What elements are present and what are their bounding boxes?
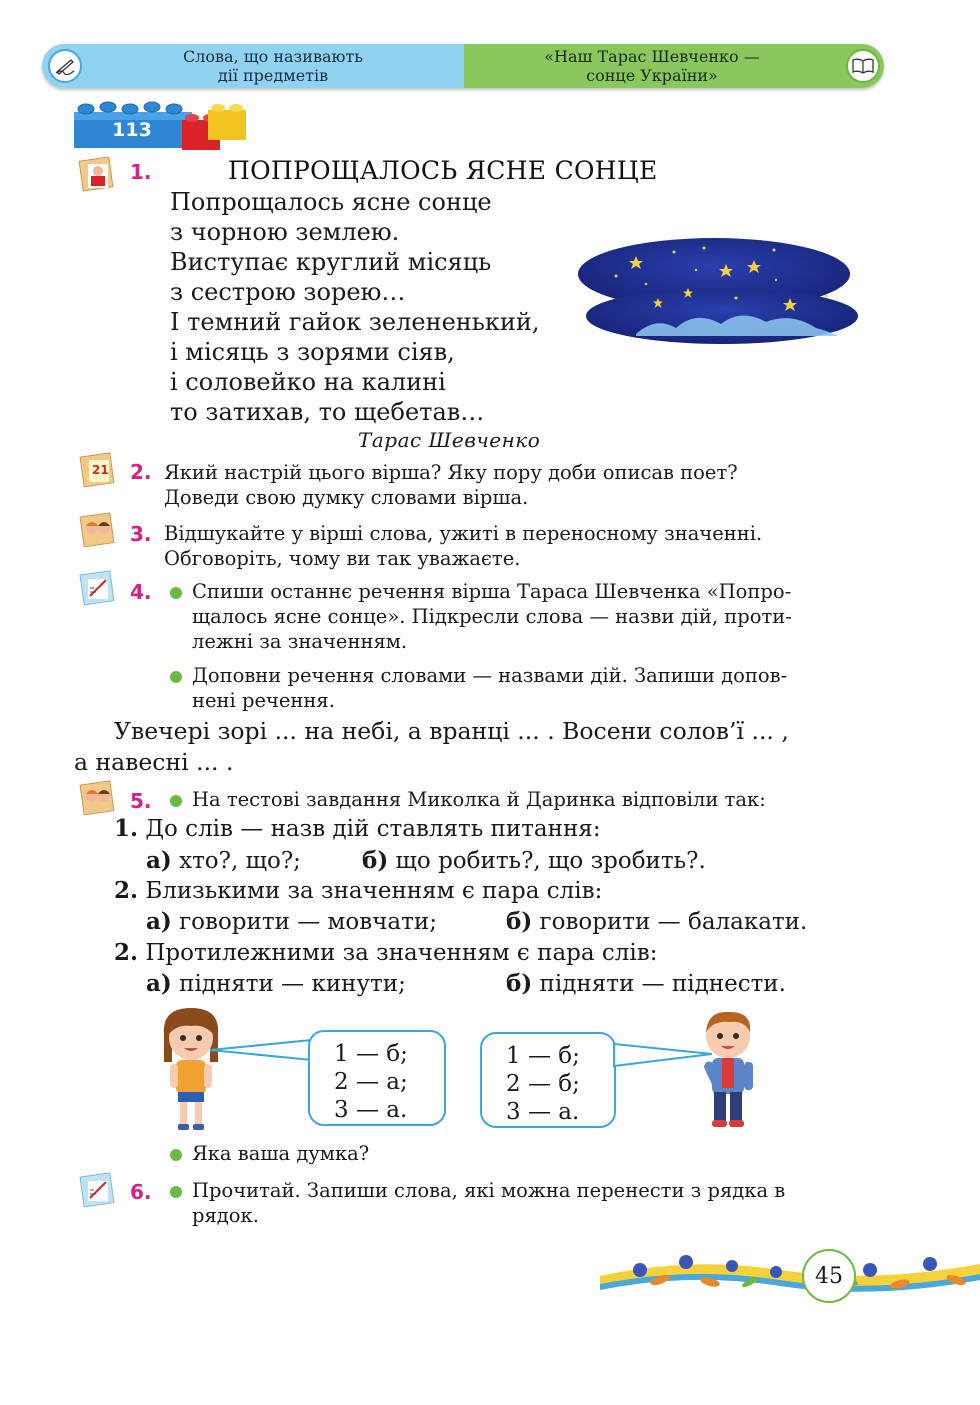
writing-icon	[78, 570, 118, 612]
option-label: б)	[362, 847, 389, 874]
task6-number: 6.	[130, 1180, 152, 1204]
bullet-icon	[170, 1149, 182, 1161]
task2-number: 2.	[130, 460, 152, 484]
task6-line: Прочитай. Запиши слова, які можна перенести з рядка в	[192, 1179, 786, 1202]
option-label: а)	[146, 908, 172, 935]
boy-illustration	[694, 1006, 764, 1134]
bullet-icon	[170, 795, 182, 807]
bullet-icon	[170, 587, 182, 599]
poem-title: ПОПРОЩАЛОСЬ ЯСНЕ СОНЦЕ	[228, 156, 658, 185]
question-number: 1.	[114, 815, 139, 842]
reading-icon	[78, 156, 118, 198]
poem-line: з чорною землею.	[170, 218, 400, 246]
night-sky-illustration	[576, 236, 860, 352]
test-question-2	[114, 875, 602, 907]
task6-line: рядок.	[192, 1204, 259, 1227]
svg-text:21: 21	[92, 463, 109, 477]
option-text: підняти — кинути;	[179, 971, 406, 997]
poem-line: Виступає круглий місяць	[170, 248, 492, 276]
lesson-number: 113	[112, 119, 152, 141]
floral-ornament	[600, 1240, 980, 1314]
task4-exercise	[114, 716, 789, 747]
task6-text	[192, 1178, 785, 1228]
girl-answer-bubble	[308, 1030, 446, 1126]
option-text: що робить?, що зробить?.	[395, 848, 706, 874]
header-topic-line1: Слова, що називають	[183, 47, 363, 66]
test-q1-option-a	[146, 845, 301, 877]
header-theme	[464, 44, 884, 88]
task1-number: 1.	[130, 160, 152, 184]
answer-line: 3 — а.	[506, 1099, 580, 1125]
book-icon	[846, 49, 880, 83]
task5-intro: На тестові завдання Миколка й Даринка відповіли так:	[192, 788, 766, 811]
task4-line: Доповни речення словами — назвами дій. Запиши допов-	[192, 664, 788, 687]
task4-line: Спиши останнє речення вірша Тараса Шевченка «Попро-	[192, 580, 792, 603]
speech-pointer	[200, 1030, 320, 1080]
header-topic-line2: дії предметів	[217, 66, 329, 85]
option-label: а)	[146, 847, 172, 874]
poem-line: з сестрою зорею…	[170, 278, 406, 306]
task4-line: нені речення.	[192, 689, 335, 712]
poem-line: і місяць з зорями сіяв,	[170, 338, 455, 366]
option-label: б)	[506, 970, 533, 997]
task3-line: Відшукайте у вірші слова, ужиті в переносному значенні.	[164, 522, 763, 545]
option-text: говорити — мовчати;	[179, 909, 437, 935]
task2-line: Який настрій цього вірша? Яку пору доби описав поет?	[164, 461, 738, 484]
task2-line: Доведи свою думку словами вірша.	[164, 486, 529, 509]
question-text: Близькими за значенням є пара слів:	[145, 878, 603, 904]
test-q3-option-a	[146, 968, 406, 1000]
poem-line: І темний гайок зелененький,	[170, 308, 540, 336]
writing-icon	[78, 1172, 118, 1214]
header-topic	[42, 44, 464, 88]
test-q2-option-a	[146, 906, 437, 938]
option-label: б)	[506, 908, 533, 935]
answer-line: 1 — б;	[334, 1041, 408, 1067]
task4-number: 4.	[130, 580, 152, 604]
task4-line: щалось ясне сонце». Підкресли слова — назви дій, проти-	[192, 605, 792, 628]
test-question-1	[114, 813, 601, 845]
question-text: До слів — назв дій ставлять питання:	[145, 816, 601, 842]
task4-bullet1	[192, 579, 792, 654]
option-text: підняти — піднести.	[539, 971, 786, 997]
test-q1-option-b	[362, 845, 706, 877]
test-q3-option-b	[506, 968, 786, 1000]
header-theme-line1: «Наш Тарас Шевченко —	[544, 47, 760, 66]
task4-exercise-cont	[74, 747, 233, 778]
option-label: а)	[146, 970, 172, 997]
exercise-line: а навесні ... .	[74, 748, 234, 776]
test-q2-option-b	[506, 906, 807, 938]
answer-line: 2 — б;	[506, 1071, 580, 1097]
question-number: 2.	[114, 877, 139, 904]
poem	[170, 187, 539, 427]
task3-line: Обговоріть, чому ви так уважаєте.	[164, 547, 521, 570]
question-number: 2.	[114, 939, 139, 966]
task2-text	[164, 460, 738, 510]
task4-line: лежні за значенням.	[192, 630, 408, 653]
task3-text	[164, 521, 762, 571]
answer-line: 2 — а;	[334, 1069, 408, 1095]
option-text: хто?, що?;	[179, 848, 301, 874]
exercise-line: Увечері зорі ... на небі, а вранці ... . Восени солов’ї ... ,	[114, 717, 789, 745]
lesson-number-bricks	[72, 100, 252, 156]
poem-line: то затихав, то щебетав…	[170, 398, 485, 426]
bullet-icon	[170, 671, 182, 683]
page-header	[42, 44, 884, 88]
test-question-3	[114, 937, 657, 969]
question-text: Протилежними за значенням є пара слів:	[145, 940, 658, 966]
task5-number: 5.	[130, 789, 152, 813]
opinion-question: Яка ваша думка?	[192, 1142, 370, 1165]
answer-line: 1 — б;	[506, 1043, 580, 1069]
pen-icon	[48, 49, 82, 83]
bullet-icon	[170, 1186, 182, 1198]
page-number: 45	[802, 1249, 856, 1303]
task4-bullet2	[192, 663, 787, 713]
poem-line: Попрощалось ясне сонце	[170, 188, 492, 216]
pair-work-icon	[78, 780, 118, 822]
pair-work-icon	[78, 512, 118, 554]
poem-line: і соловейко на калині	[170, 368, 446, 396]
answer-line: 3 — а.	[334, 1097, 408, 1123]
calendar-icon	[78, 452, 118, 494]
boy-answer-bubble	[480, 1032, 616, 1128]
option-text: говорити — балакати.	[539, 909, 808, 935]
poem-author: Тарас Шевченко	[358, 428, 541, 452]
header-theme-line2: сонце України»	[586, 66, 718, 85]
task3-number: 3.	[130, 522, 152, 546]
